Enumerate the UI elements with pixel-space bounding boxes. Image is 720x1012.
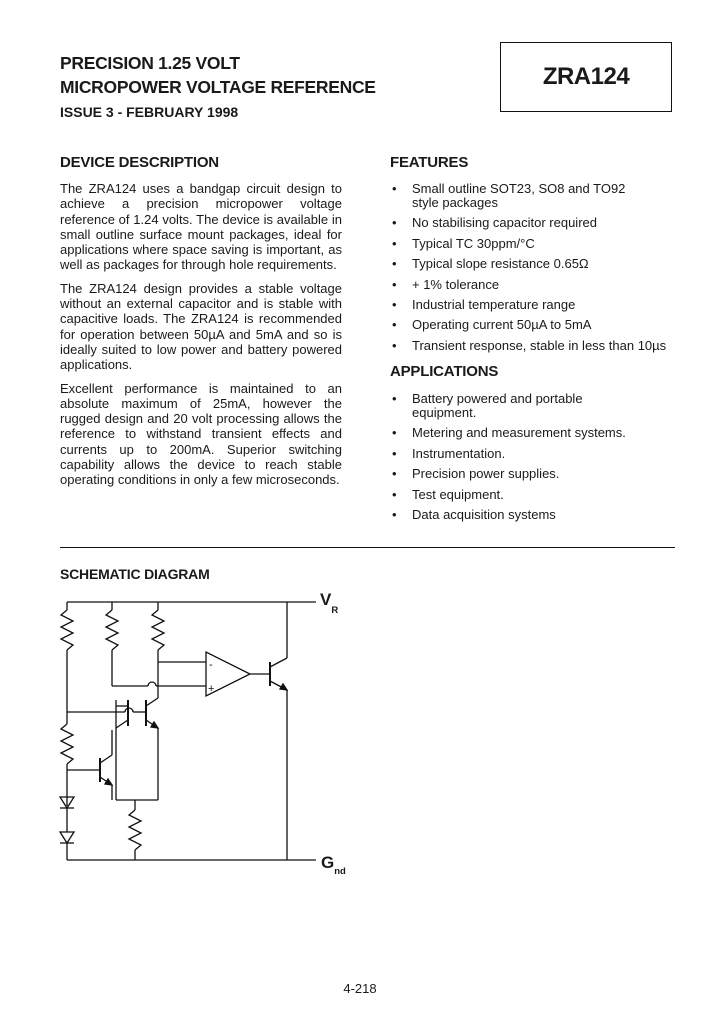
application-text: Precision power supplies. [412,466,560,482]
feature-text: Small outline SOT23, SO8 and TO92 style packages [412,181,626,210]
description-paragraph: The ZRA124 uses a bandgap circuit design to achieve a precision micropower voltage reference of 1.24 volts. The device is available in small outline surface mount packages, ideal for applications where space saving is important, as well as packages for through hole requirements. [60,181,342,273]
list-item: • Operating current 50µA to 5mA [392,317,592,333]
resistor-r5 [129,810,141,850]
application-text: Test equipment. [412,486,504,502]
title-line-1: PRECISION 1.25 VOLT [60,53,240,73]
list-item: • Industrial temperature range [392,296,576,312]
list-item: • Test equipment. [392,486,504,502]
feature-text: Typical slope resistance 0.65Ω [412,256,589,272]
list-item: • Typical slope resistance 0.65Ω [392,256,589,272]
application-text: Battery powered and portable equipment. [412,391,583,420]
part-number: ZRA124 [542,63,630,90]
opamp-minus: - [209,659,213,671]
application-text: Metering and measurement systems. [412,425,626,441]
list-item: • Small outline SOT23, SO8 and TO92 style packages [390,182,690,210]
title-line-2: MICROPOWER VOLTAGE REFERENCE [60,77,376,97]
feature-text: Typical TC 30ppm/°C [412,235,535,251]
list-item: • No stabilising capacitor required [392,215,597,231]
issue-date: ISSUE 3 - FEBRUARY 1998 [60,104,239,120]
features-heading: FEATURES [390,154,469,171]
list-item: • Transient response, stable in less than 10µs [392,337,667,353]
feature-text: Transient response, stable in less than 10µs [412,337,667,353]
resistor-r1 [61,610,73,650]
application-text: Data acquisition systems [412,506,556,522]
applications-heading: APPLICATIONS [390,363,499,380]
vr-subscript: R [331,605,339,616]
list-item: • Instrumentation. [392,445,506,461]
resistor-r3 [152,610,164,650]
feature-text: No stabilising capacitor required [412,215,597,231]
feature-text: Operating current 50µA to 5mA [412,317,592,333]
list-item: • Data acquisition systems [392,506,556,522]
gnd-label: $G_{nd}$ [321,853,346,877]
feature-text: Industrial temperature range [412,296,576,312]
description-paragraph: Excellent performance is maintained to an absolute maximum of 25mA, however the rugged design and 20 volt processing allows the reference to withstand transient effects and currents up to 200mA. Superior switching capability allows the device to reach stable operating conditions in only a few microseconds. [60,380,342,488]
application-text: Instrumentation. [412,445,506,461]
description-heading: DEVICE DESCRIPTION [60,154,219,171]
list-item: • Typical TC 30ppm/°C [392,235,535,251]
list-item: • Metering and measurement systems. [392,425,626,441]
opamp-plus: + [208,683,215,695]
description-paragraph: The ZRA124 design provides a stable voltage without an external capacitor and is stable with capacitive loads. The ZRA124 is recommended for operation between 50µA and 5mA and so is ideally suited to low power and battery powered applications. [60,280,342,373]
page-number: 4-218 [343,981,377,996]
feature-text: + 1% tolerance [412,276,500,292]
resistor-r4 [61,724,73,764]
list-item: • Precision power supplies. [392,466,560,482]
list-item: • Battery powered and portable equipment. [390,392,690,420]
diode-d2 [60,832,74,843]
schematic-heading: SCHEMATIC DIAGRAM [60,566,210,582]
vr-label: $V_R$ [320,590,339,616]
resistor-r2 [106,610,118,650]
gnd-subscript: nd [334,866,346,877]
list-item: • + 1% tolerance [392,276,500,292]
